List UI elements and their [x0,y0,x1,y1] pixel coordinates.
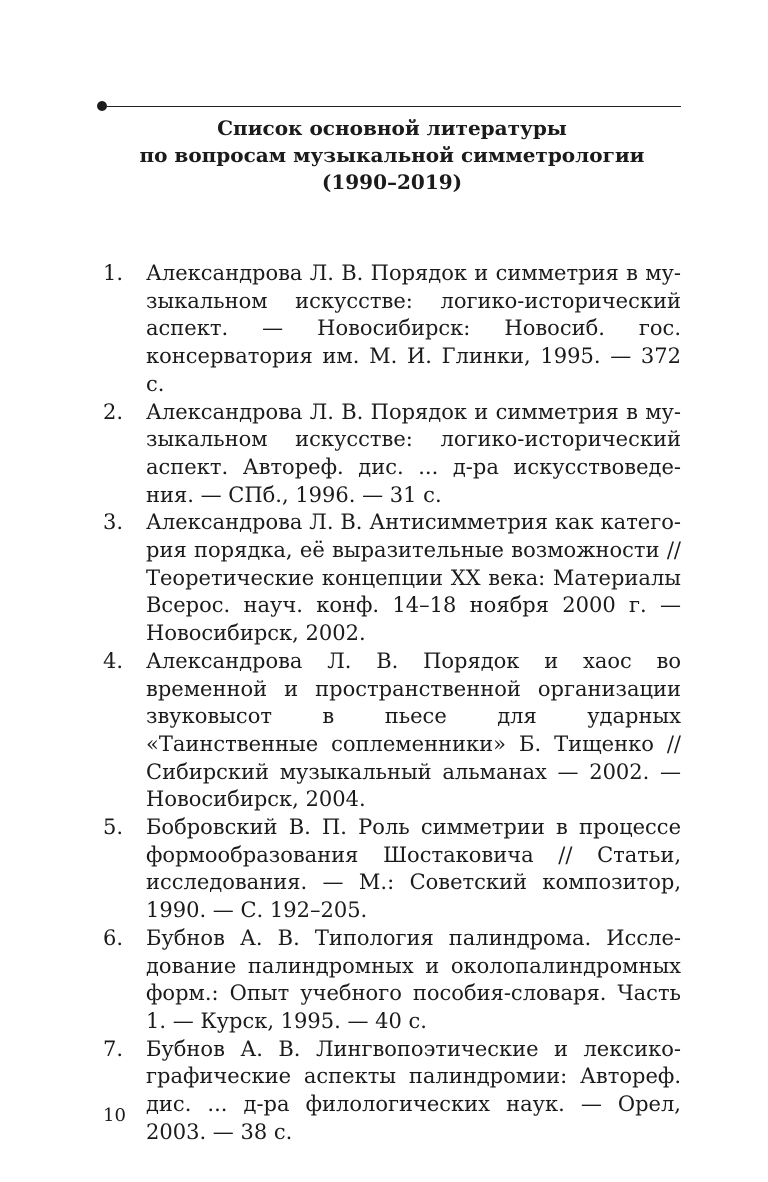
bibliography-item-number: 7. [103,1036,124,1061]
bibliography-item-number: 5. [103,815,124,840]
bibliography-item-text: Александрова Л. В. Антисимметрия как категория порядка, её выразительные возможности // Теоретические концепции XX века: Материалы Всерос. науч. конф. 14–18 ноября 2000 г. — Новосибирск, 2002. [146,510,681,646]
bibliography-item [103,648,681,814]
bibliography-item [103,260,681,399]
page-number: 10 [103,1105,126,1126]
page-title-line-3: (1990–2019) [321,170,463,194]
page-title [103,115,681,196]
bibliography-list [103,260,681,1147]
bibliography-item [103,925,681,1036]
page-title-line-2: по вопросам музыкальной симметрологии [139,143,645,167]
bibliography-item [103,1036,681,1147]
bibliography-item-text: Александрова Л. В. Порядок и симметрия в музыкальном искусстве: логико-исторический аспект. Автореф. дис. ... д-ра искусствоведения. — СПб., 1996. — 31 с. [146,399,681,507]
bibliography-item [103,814,681,925]
bibliography-item-text: Бубнов А. В. Типология палиндрома. Исследование палиндромных и околопалиндромных форм.: Опыт учебного пособия-словаря. Часть 1. — Курск, 1995. — 40 с. [146,925,681,1033]
bibliography-item [103,399,681,510]
header-rule [103,106,681,107]
bibliography-item-text: Бобровский В. П. Роль симметрии в процессе формообразования Шостаковича // Статьи, исследования. — М.: Советский композитор, 1990. — С. 192–205. [146,815,681,923]
bibliography-item-number: 6. [103,925,124,950]
bibliography-item-number: 4. [103,648,124,673]
bibliography-item [103,509,681,648]
bibliography-item-number: 3. [103,510,124,535]
bibliography-item-number: 2. [103,399,124,424]
bibliography-item-text: Александрова Л. В. Порядок и симметрия в музыкальном искусстве: логико-исторический аспект. — Новосибирск: Новосиб. гос. консерватория им. М. И. Глинки, 1995. — 372 с. [146,261,681,396]
bibliography-item-number: 1. [103,261,124,285]
page-title-line-1: Список основной литературы [217,116,567,140]
bibliography-item-text: Бубнов А. В. Лингвопоэтические и лексикографические аспекты палиндромии: Автореф. дис. ... д-ра филологических наук. — Орел, 2003. — 38 с. [146,1036,681,1144]
bibliography-item-text: Александрова Л. В. Порядок и хаос во временной и пространственной организации звуковысот в пьесе для ударных «Таинственные соплеменники» Б. Тищенко // Сибирский музыкальный альманах — 2002. — Новосибирск, 2004. [146,648,681,812]
